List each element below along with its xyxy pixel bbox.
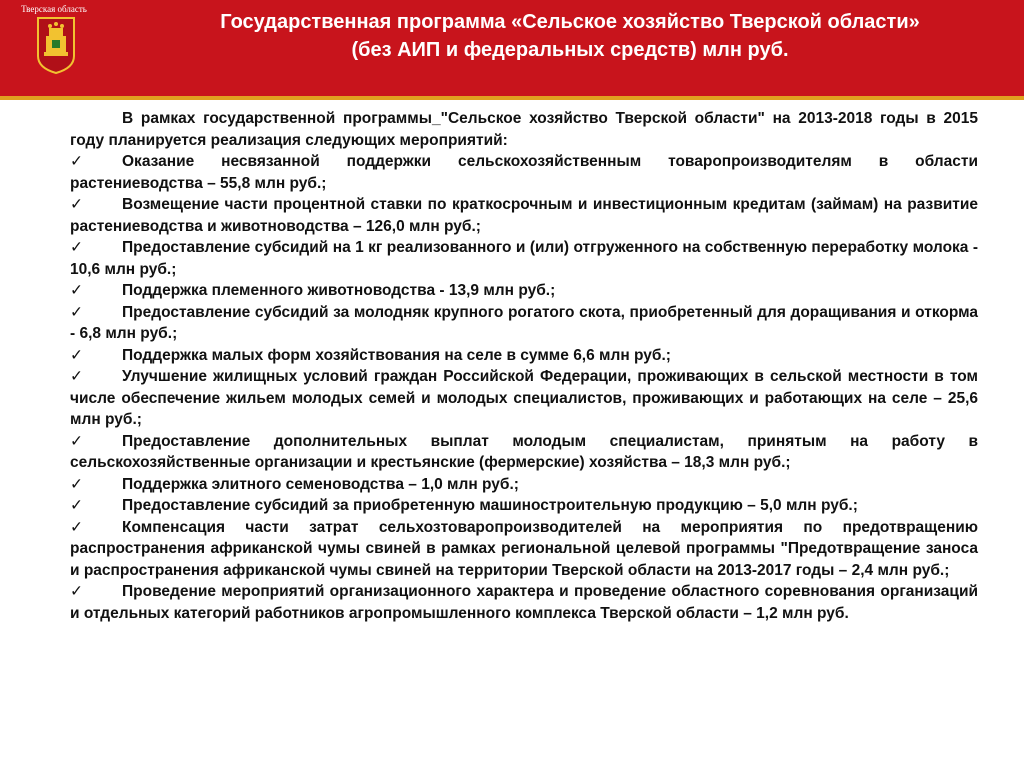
measures-list — [70, 151, 978, 624]
list-item — [70, 474, 978, 496]
list-item — [70, 345, 978, 367]
list-item — [70, 495, 978, 517]
check-icon: ✓ — [70, 518, 83, 536]
list-item — [70, 151, 978, 194]
list-item — [70, 431, 978, 474]
list-item-text: Улучшение жилищных условий граждан Российской Федерации, проживающих в сельской местности в том числе обеспечение жильем молодых семей и молодых специалистов, проживающих и работающих на селе – 25,6 млн руб.; — [70, 368, 978, 428]
list-item — [70, 194, 978, 237]
list-item-text: Компенсация части затрат сельхозтоваропроизводителей на мероприятия по предотвращению распространения африканской чумы свиней в рамках региональной целевой программы "Предотвращение заноса и распространения африканской чумы свиней на территории Тверской области на 2013-2017 годы – 2,4 млн руб.; — [70, 518, 978, 579]
check-icon: ✓ — [70, 282, 83, 299]
page-title — [120, 8, 1020, 64]
list-item — [70, 237, 978, 280]
header-stripe — [0, 96, 1024, 100]
check-icon: ✓ — [70, 368, 83, 385]
list-item-text: Предоставление субсидий на 1 кг реализованного и (или) отгруженного на собственную переработку молока - 10,6 млн руб.; — [70, 239, 978, 278]
coat-of-arms-icon — [36, 16, 76, 74]
check-icon: ✓ — [70, 196, 83, 213]
list-item-text: Предоставление дополнительных выплат молодым специалистам, принятым на работу в сельскохозяйственные организации и крестьянские (фермерские) хозяйства – 18,3 млн руб.; — [70, 432, 978, 471]
check-icon: ✓ — [70, 497, 83, 514]
check-icon: ✓ — [70, 303, 83, 321]
list-item-text: Оказание несвязанной поддержки сельскохозяйственным товаропроизводителям в области растениеводства – 55,8 млн руб.; — [70, 153, 978, 192]
logo-caption: Тверская область — [21, 4, 87, 14]
list-item-text: Предоставление субсидий за молодняк крупного рогатого скота, приобретенный для доращивания и откорма - 6,8 млн руб.; — [70, 303, 978, 342]
list-item-text: Возмещение части процентной ставки по краткосрочным и инвестиционным кредитам (займам) на развитие растениеводства и животноводства – 126,0 млн руб.; — [70, 196, 978, 235]
list-item — [70, 581, 978, 624]
list-item — [70, 517, 978, 582]
list-item-text: Предоставление субсидий за приобретенную машиностроительную продукцию – 5,0 млн руб.; — [122, 497, 858, 514]
program-content — [70, 108, 978, 624]
list-item — [70, 302, 978, 345]
list-item-text: Поддержка элитного семеноводства – 1,0 млн руб.; — [122, 475, 519, 493]
check-icon: ✓ — [70, 153, 83, 170]
check-icon: ✓ — [70, 583, 83, 600]
region-logo — [0, 0, 110, 96]
intro-paragraph: В рамках государственной программы_"Сельское хозяйство Тверской области" на 2013-2018 годы в 2015 году планируется реализация следующих мероприятий: — [70, 110, 978, 149]
list-item — [70, 366, 978, 431]
list-item — [70, 280, 978, 302]
title-line-1: Государственная программа «Сельское хозяйство Тверской области» — [220, 11, 920, 33]
list-item-text: Поддержка малых форм хозяйствования на селе в сумме 6,6 млн руб.; — [122, 346, 671, 364]
list-item-text: Поддержка племенного животноводства - 13,9 млн руб.; — [122, 282, 556, 299]
check-icon: ✓ — [70, 475, 83, 493]
check-icon: ✓ — [70, 432, 83, 450]
check-icon: ✓ — [70, 346, 83, 364]
title-line-2: (без АИП и федеральных средств) млн руб. — [351, 39, 789, 61]
list-item-text: Проведение мероприятий организационного характера и проведение областного соревнования организаций и отдельных категорий работников агропромышленного комплекса Тверской области – 1,2 млн руб. — [70, 583, 978, 622]
check-icon: ✓ — [70, 239, 83, 256]
